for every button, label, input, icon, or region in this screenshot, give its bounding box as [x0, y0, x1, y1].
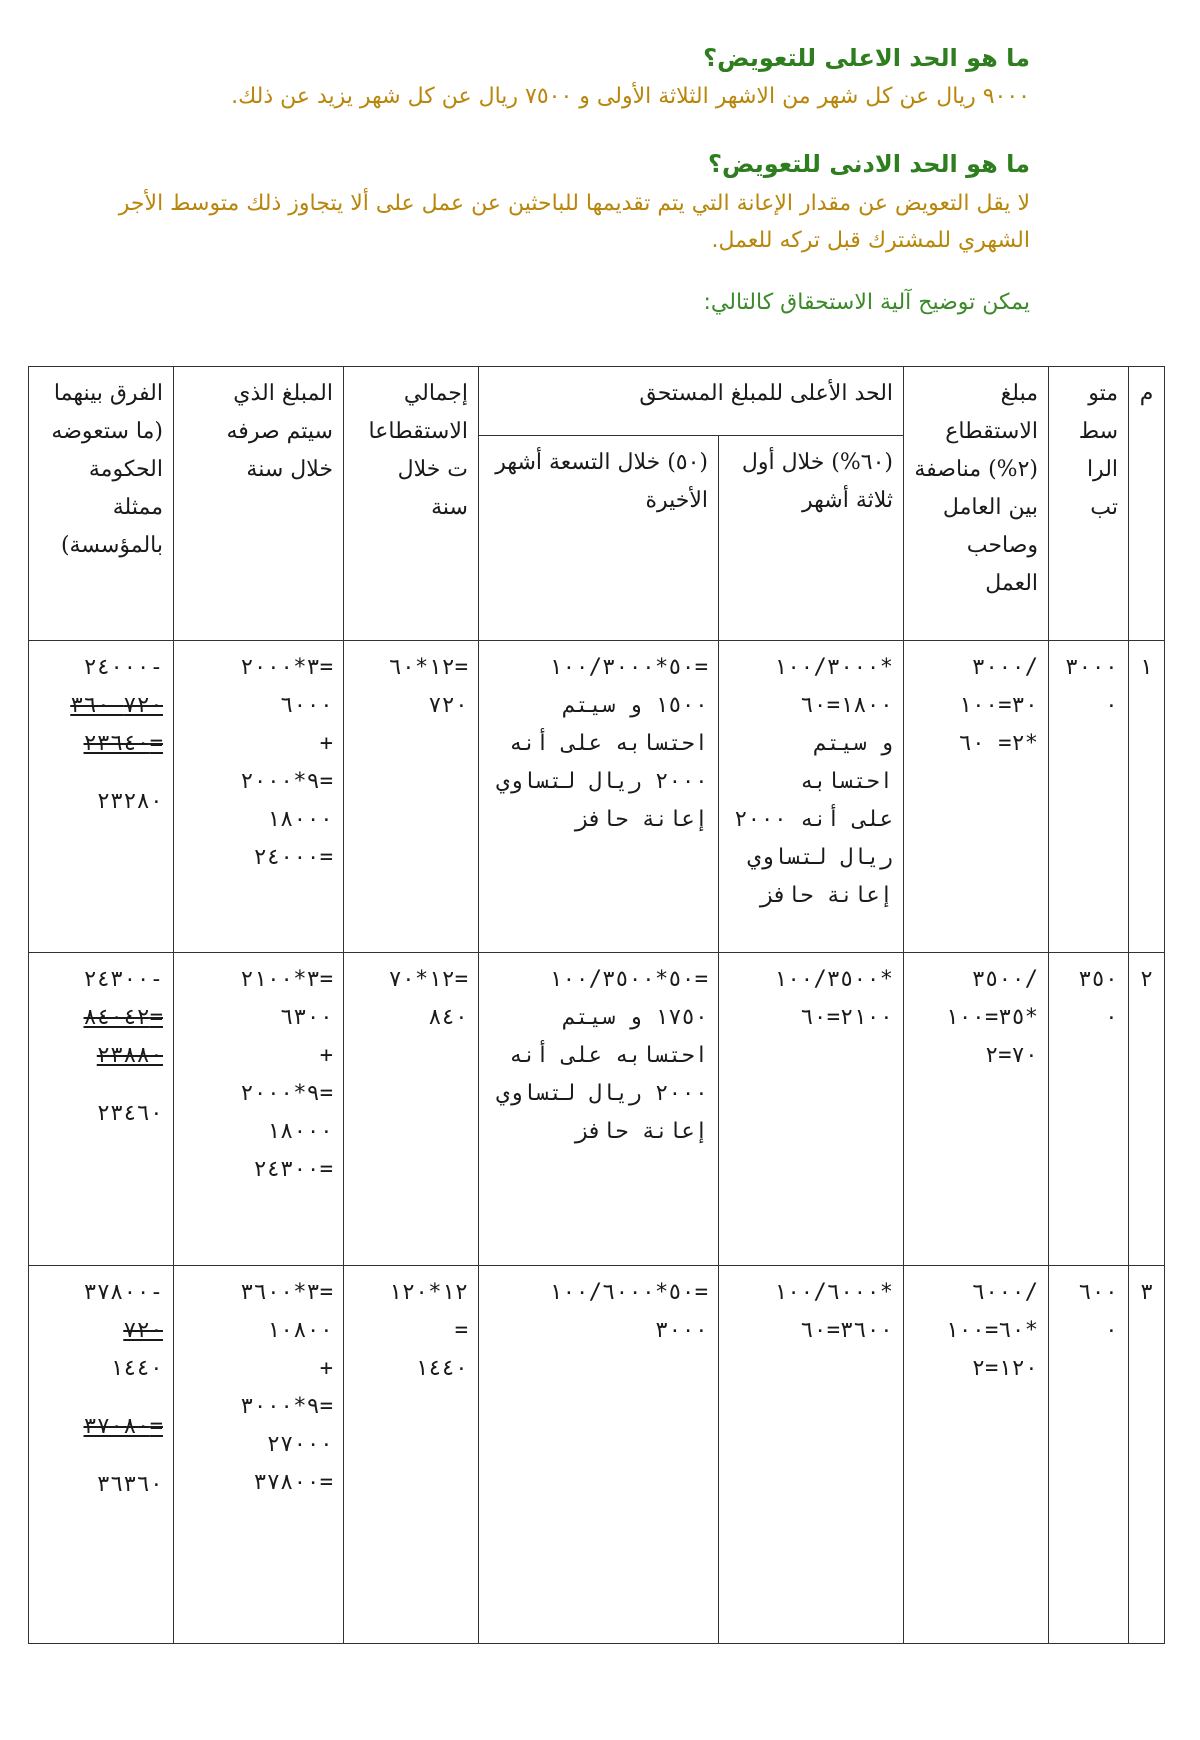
- cell-line: ٧٠=٢: [985, 1043, 1039, 1069]
- cell-line: *١٠٠/٦٠٠٠: [773, 1280, 894, 1305]
- cell-line: ٢٠٠٠ ريال لتساوي: [496, 768, 709, 794]
- cell-line: =٣*٢١٠٠: [240, 967, 333, 993]
- cell-line: ١٨٠٠=٦٠: [800, 692, 894, 718]
- cell-line: ٢٣٤٦٠: [96, 1101, 163, 1127]
- cell-line: ١٠٨٠٠: [266, 1318, 333, 1343]
- cell-line: ٢٧٠٠٠: [266, 1432, 333, 1457]
- cell-line: ١٥٠٠ و سيتم: [562, 692, 709, 718]
- header-m: م: [1129, 367, 1165, 641]
- cell-line: احتسابه على أنه: [509, 1043, 709, 1069]
- faq-answer-min: لا يقل التعويض عن مقدار الإعانة التي يتم تقديمها للباحثين عن عمل على ألا يتجاوز ذلك متوسط الأجر الشهري للمشترك قبل تركه للعمل.: [118, 191, 1030, 253]
- cell-line: =٩*٢٠٠٠: [240, 768, 333, 794]
- cell-line: /٣٥٠٠: [971, 967, 1039, 993]
- cell-line: =٢٣٦٤٠: [83, 730, 163, 756]
- cell-line: ٣٠٠٠: [655, 1318, 709, 1343]
- cell-line: /٦٠٠٠: [971, 1280, 1039, 1305]
- cell-last-nine: [479, 953, 719, 1266]
- cell-line: ٠: [1104, 1005, 1119, 1031]
- cell-line: إعانة حافز: [575, 806, 709, 832]
- cell-m: ١: [1129, 640, 1165, 953]
- cell-amount-paid: [174, 1266, 344, 1644]
- cell-deduction: [904, 640, 1049, 953]
- faq-answer-max: ٩٠٠٠ ريال عن كل شهر من الاشهر الثلاثة الأولى و ٧٥٠٠ ريال عن كل شهر يزيد عن ذلك.: [231, 84, 1030, 109]
- cell-line: ٣٥٠: [1078, 967, 1119, 993]
- cell-line: =٣٧٨٠٠: [253, 1470, 333, 1495]
- header-avg-salary: متو سط الرا تب: [1049, 367, 1129, 641]
- cell-line: ٦٠٠: [1078, 1280, 1119, 1305]
- cell-line: ١٧٥٠ و سيتم: [562, 1005, 709, 1031]
- cell-line: =٣*٣٦٠٠: [240, 1280, 333, 1305]
- cell-line: ٣٠=١٠٠: [958, 692, 1039, 718]
- cell-line: ٠: [1104, 692, 1119, 718]
- cell-deduction: [904, 1266, 1049, 1644]
- cell-amount-paid: [174, 953, 344, 1266]
- cell-line: ٦٣٠٠: [280, 1005, 333, 1031]
- table-row: [29, 640, 1165, 953]
- cell-line: ٣٠٠٠: [1065, 654, 1119, 680]
- cell-m: ٣: [1129, 1266, 1165, 1644]
- cell-line: *٦٠=١٠٠: [945, 1318, 1039, 1343]
- cell-difference: [29, 953, 174, 1266]
- cell-line: على أنه ٢٠٠٠: [734, 806, 894, 832]
- cell-difference: [29, 1266, 174, 1644]
- cell-line: ٣٦٠٠=٦٠: [800, 1318, 894, 1343]
- cell-line: +: [319, 1356, 333, 1381]
- cell-line: -٢٤٠٠٠: [83, 654, 163, 680]
- cell-line: =٣*٢٠٠٠: [240, 654, 333, 680]
- cell-first-three: [719, 953, 904, 1266]
- faq-question-max: ما هو الحد الاعلى للتعويض؟: [703, 44, 1030, 72]
- cell-line: احتسابه على أنه: [509, 730, 709, 756]
- cell-line: -٣٧٨٠٠: [83, 1280, 163, 1305]
- cell-last-nine: [479, 1266, 719, 1644]
- header-difference: الفرق بينهما (ما ستعوضه الحكومة ممثلة بالمؤسسة): [29, 367, 174, 641]
- cell-line: =١٢*٧٠: [388, 967, 468, 993]
- table-row: [29, 1266, 1165, 1644]
- cell-line: ٢٣٨٨٠: [96, 1043, 163, 1069]
- cell-line: +: [319, 1043, 333, 1069]
- cell-line: =٢٤٣٠٠: [253, 1157, 333, 1183]
- cell-line: [39, 1388, 163, 1408]
- cell-line: =٩*٢٠٠٠: [240, 1081, 333, 1107]
- cell-line: إعانة حافز: [575, 1119, 709, 1145]
- cell-line: ٢٣٢٨٠: [96, 788, 163, 814]
- faq-question-min: ما هو الحد الادنى للتعويض؟: [708, 150, 1030, 178]
- cell-line: [39, 1446, 163, 1466]
- cell-line: ١٤٤٠: [110, 1356, 163, 1381]
- cell-line: ٢١٠٠=٦٠: [800, 1005, 894, 1031]
- cell-total-deductions: [344, 1266, 479, 1644]
- cell-line: ٧٢٠: [428, 692, 468, 718]
- cell-line: ٠: [1104, 1318, 1119, 1343]
- cell-difference: [29, 640, 174, 953]
- cell-line: -٢٤٣٠٠: [83, 967, 163, 993]
- cell-line: =: [454, 1318, 468, 1343]
- cell-line: ١٢*١٢٠: [388, 1280, 468, 1305]
- cell-m: ٢: [1129, 953, 1165, 1266]
- cell-line: =٥٠*١٠٠/٣٠٠٠: [549, 654, 709, 680]
- cell-line: =١٢*٦٠: [388, 654, 468, 680]
- cell-line: و سيتم احتسابه: [800, 730, 894, 794]
- cell-line: ١٨٠٠٠: [266, 1119, 333, 1145]
- cell-line: =٢٤٠٠٠: [253, 844, 333, 870]
- cell-line: [39, 763, 163, 783]
- cell-line: =٥٠*١٠٠/٣٥٠٠: [549, 967, 709, 993]
- cell-line: [39, 1075, 163, 1095]
- cell-line: *٢= ٦٠: [958, 730, 1039, 756]
- cell-line: ١٢٠=٢: [971, 1356, 1039, 1381]
- cell-line: =٨٤٠٤٢: [83, 1005, 163, 1031]
- cell-line: ٦٠٠٠: [280, 692, 333, 718]
- cell-amount-paid: [174, 640, 344, 953]
- cell-last-nine: [479, 640, 719, 953]
- cell-total-deductions: [344, 640, 479, 953]
- cell-avg-salary: [1049, 640, 1129, 953]
- cell-line: ريال لتساوي: [747, 844, 894, 870]
- cell-line: ١٨٠٠٠: [266, 806, 333, 832]
- cell-line: =٩*٣٠٠٠: [240, 1394, 333, 1419]
- header-total-deductions: إجمالي الاستقطاعا ت خلال سنة: [344, 367, 479, 641]
- cell-line: ٧٢٠ ٣٦٠: [70, 692, 163, 718]
- cell-line: *١٠٠/٣٠٠٠: [773, 654, 894, 680]
- header-deduction: مبلغ الاستقطاع (٢%) مناصفة بين العامل وصاحب العمل: [904, 367, 1049, 641]
- header-max-amount: الحد الأعلى للمبلغ المستحق: [479, 367, 904, 436]
- compensation-table: [28, 366, 1165, 1644]
- header-row: [29, 367, 1165, 436]
- cell-line: *١٠٠/٣٥٠٠: [773, 967, 894, 993]
- cell-first-three: [719, 640, 904, 953]
- cell-line: /٣٠٠٠: [971, 654, 1039, 680]
- table-row: [29, 953, 1165, 1266]
- intro-text: يمكن توضيح آلية الاستحقاق كالتالي:: [703, 290, 1030, 315]
- cell-avg-salary: [1049, 1266, 1129, 1644]
- cell-line: =٣٧٠٨٠: [83, 1414, 163, 1439]
- cell-line: ٧٢٠: [123, 1318, 163, 1343]
- cell-line: +: [319, 730, 333, 756]
- cell-line: إعانة حافز: [760, 882, 894, 908]
- cell-line: =٥٠*١٠٠/٦٠٠٠: [549, 1280, 709, 1305]
- cell-line: ٨٤٠: [428, 1005, 468, 1031]
- cell-line: ٣٦٣٦٠: [96, 1472, 163, 1497]
- cell-avg-salary: [1049, 953, 1129, 1266]
- cell-line: ١٤٤٠: [415, 1356, 468, 1381]
- header-amount-paid: المبلغ الذي سيتم صرفه خلال سنة: [174, 367, 344, 641]
- header-last-nine: (٥٠) خلال التسعة أشهر الأخيرة: [479, 436, 719, 640]
- cell-line: ٢٠٠٠ ريال لتساوي: [496, 1081, 709, 1107]
- cell-line: *٣٥=١٠٠: [945, 1005, 1039, 1031]
- cell-first-three: [719, 1266, 904, 1644]
- cell-total-deductions: [344, 953, 479, 1266]
- header-first-three: (٦٠%) خلال أول ثلاثة أشهر: [719, 436, 904, 640]
- cell-deduction: [904, 953, 1049, 1266]
